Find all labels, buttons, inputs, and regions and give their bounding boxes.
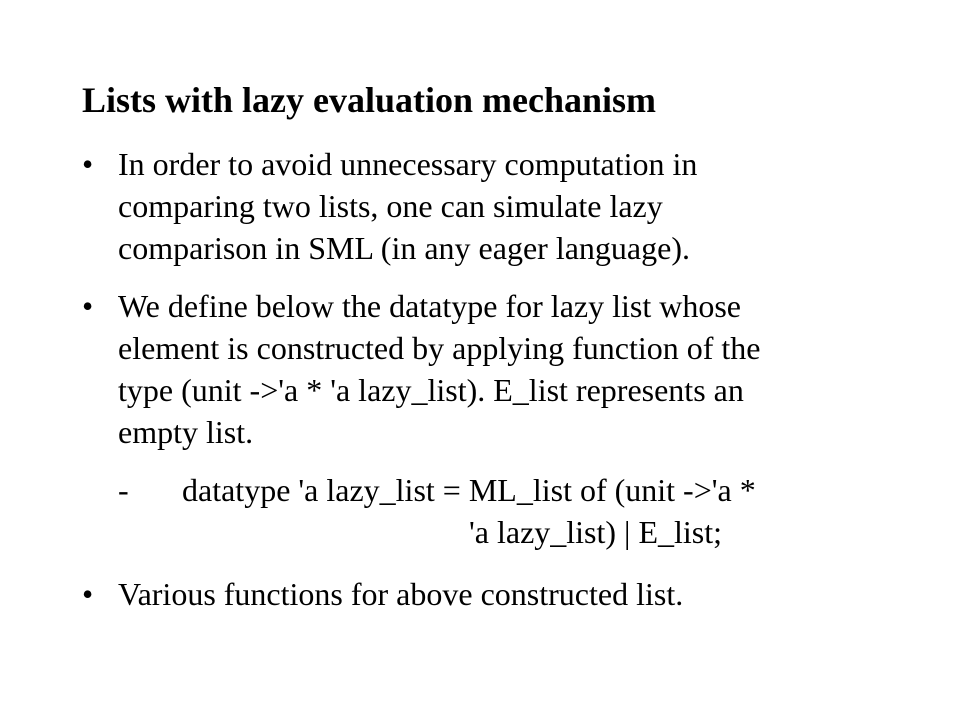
- bullet-item-2: [82, 285, 882, 453]
- bullet-list: [82, 143, 882, 615]
- bullet-2-line-2: element is constructed by applying function of the: [118, 330, 761, 366]
- bullet-2-line-4: empty list.: [118, 414, 254, 450]
- dash-marker: -: [118, 472, 129, 508]
- slide-title: Lists with lazy evaluation mechanism: [82, 80, 657, 120]
- code-line-1: datatype 'a lazy_list = ML_list of (unit ->'a *: [182, 472, 756, 508]
- code-block: [82, 469, 882, 553]
- bullet-1-line-3: comparison in SML (in any eager language).: [118, 230, 690, 266]
- bullet-dot-icon: •: [82, 146, 94, 182]
- code-line-2: 'a lazy_list) | E_list;: [469, 514, 723, 550]
- bullet-item-3: [82, 573, 882, 615]
- bullet-1-line-2: comparing two lists, one can simulate lazy: [118, 188, 663, 224]
- bullet-2-line-1: We define below the datatype for lazy list whose: [118, 288, 741, 324]
- bullet-dot-icon: •: [82, 288, 94, 324]
- bullet-dot-icon: •: [82, 576, 94, 612]
- bullet-1-line-1: In order to avoid unnecessary computation in: [118, 146, 698, 182]
- bullet-3-line-1: Various functions for above constructed list.: [118, 576, 684, 612]
- bullet-item-1: [82, 143, 882, 269]
- bullet-2-line-3: type (unit ->'a * 'a lazy_list). E_list represents an: [118, 372, 744, 408]
